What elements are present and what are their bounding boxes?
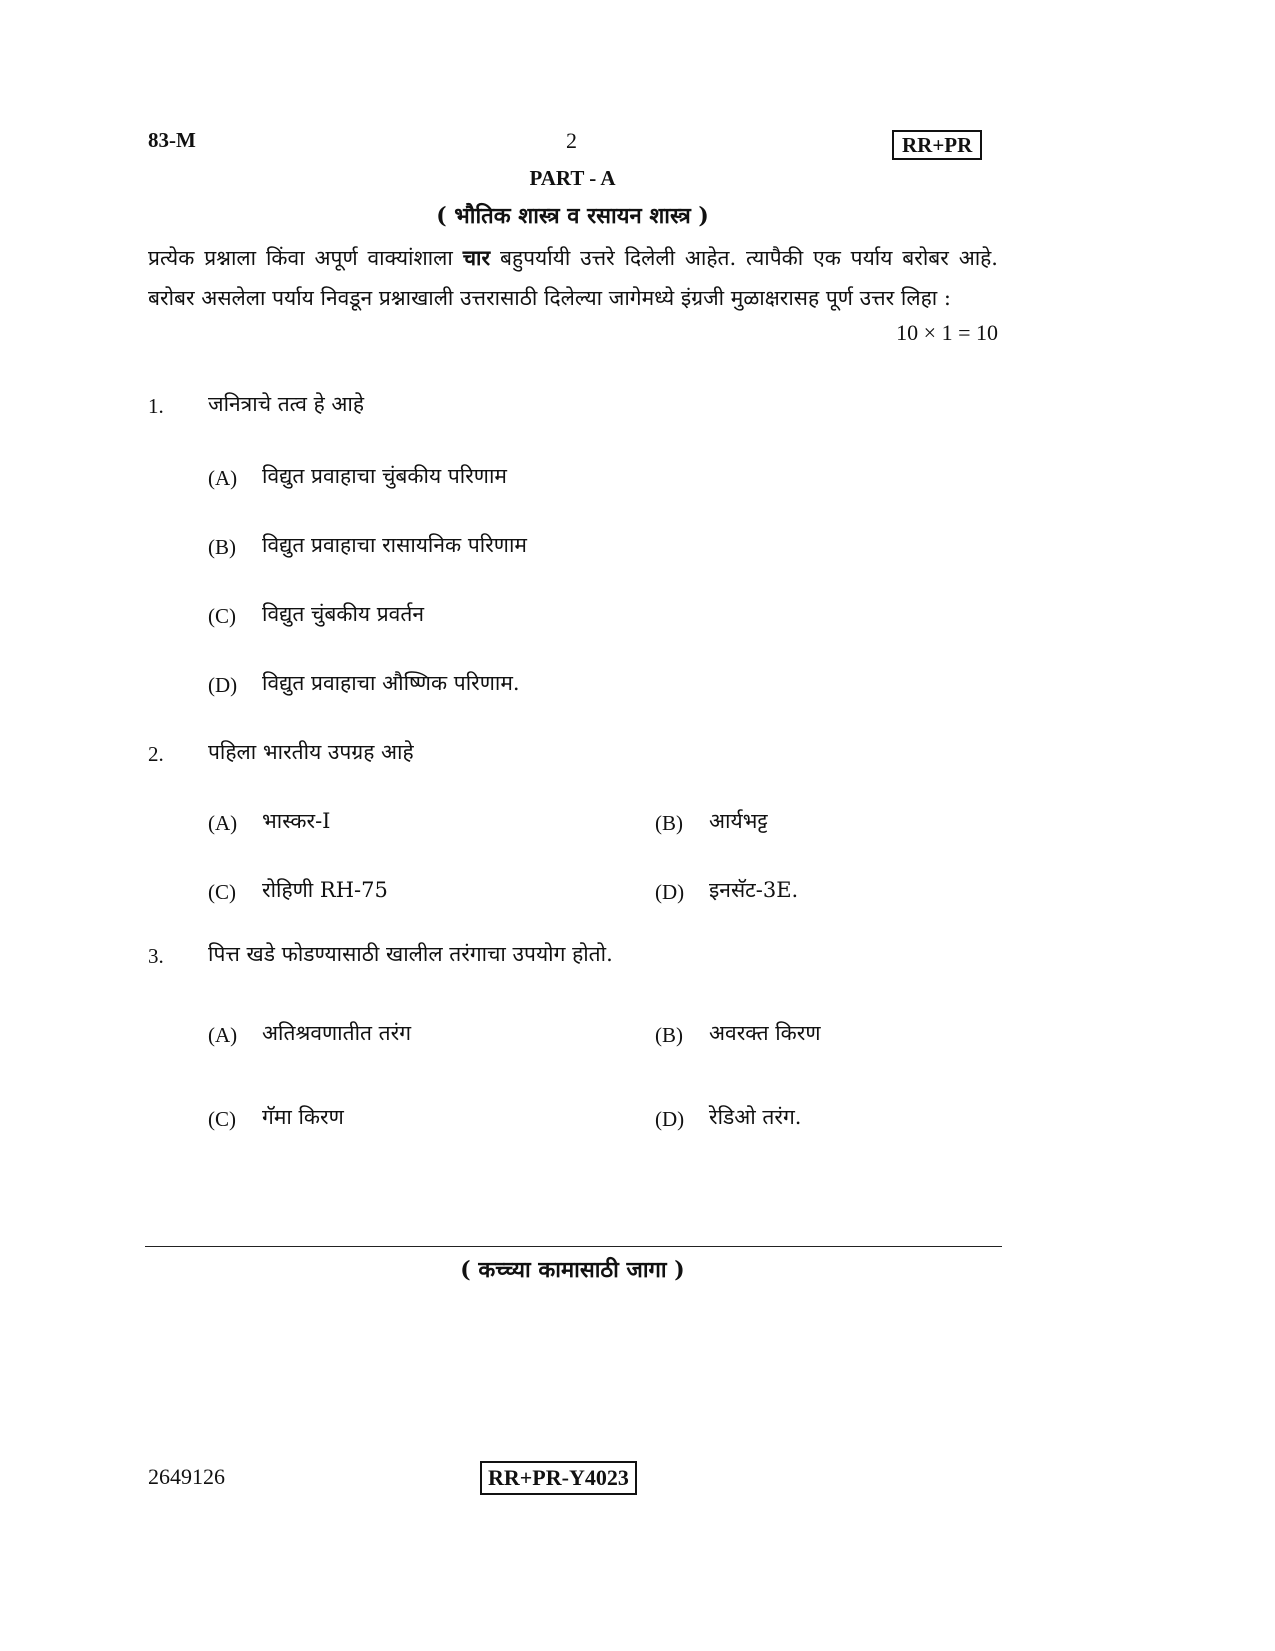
divider-rule — [145, 1246, 1002, 1247]
option-text: अतिश्रवणातीत तरंग — [262, 1021, 412, 1045]
option-label: (B) — [208, 535, 236, 559]
option-label: (C) — [208, 1107, 236, 1131]
option-text: रोहिणी RH-75 — [262, 878, 388, 902]
instructions-text-before: प्रत्येक प्रश्नाला किंवा अपूर्ण वाक्यांशाला — [148, 246, 453, 270]
option-text: गॅमा किरण — [262, 1105, 344, 1129]
option-text: विद्युत चुंबकीय प्रवर्तन — [262, 602, 424, 626]
question-number: 1. — [148, 394, 164, 418]
option-label: (D) — [655, 1107, 685, 1131]
option-label: (B) — [655, 1023, 683, 1047]
page-number: 2 — [566, 128, 577, 153]
instructions-bold-word: चार — [462, 245, 491, 270]
option-label: (A) — [208, 466, 238, 490]
serial-number: 2649126 — [148, 1464, 225, 1489]
option-label: (C) — [208, 880, 236, 904]
option-text: अवरक्त किरण — [709, 1021, 821, 1045]
footer-code-box: RR+PR-Y4023 — [480, 1461, 637, 1495]
instructions — [148, 238, 998, 318]
option-text: भास्कर-I — [262, 809, 331, 833]
part-subtitle: ( भौतिक शास्त्र व रसायन शास्त्र ) — [436, 203, 709, 229]
instructions-text-after: बहुपर्यायी उत्तरे दिलेली आहेत. त्यापैकी एक पर्याय बरोबर आहे. बरोबर असलेला पर्याय निवडून प्रश्नाखाली उत्तरासाठी दिलेल्या जागेमध्ये इंग्रजी मुळाक्षरासह पूर्ण उत्तर लिहा : — [148, 246, 998, 310]
option-text: रेडिओ तरंग. — [709, 1105, 802, 1129]
paper-code: 83-M — [148, 128, 196, 152]
option-text: इनसॅट-3E. — [709, 878, 799, 902]
option-label: (A) — [208, 811, 238, 835]
option-label: (D) — [655, 880, 685, 904]
option-label: (B) — [655, 811, 683, 835]
option-text: आर्यभट्ट — [709, 809, 768, 833]
question-number: 3. — [148, 944, 164, 968]
option-text: विद्युत प्रवाहाचा औष्णिक परिणाम. — [262, 671, 520, 695]
part-title: PART - A — [529, 166, 616, 190]
marks-scheme: 10 × 1 = 10 — [896, 320, 998, 345]
question-text: पित्त खडे फोडण्यासाठी खालील तरंगाचा उपयोग होतो. — [208, 942, 613, 966]
question-text: जनित्राचे तत्व हे आहे — [208, 392, 365, 416]
stream-box: RR+PR — [892, 130, 982, 160]
option-text: विद्युत प्रवाहाचा चुंबकीय परिणाम — [262, 464, 507, 488]
question-text: पहिला भारतीय उपग्रह आहे — [208, 740, 414, 764]
option-label: (A) — [208, 1023, 238, 1047]
option-label: (C) — [208, 604, 236, 628]
rough-work-label: ( कच्च्या कामासाठी जागा ) — [460, 1257, 685, 1283]
option-label: (D) — [208, 673, 238, 697]
question-number: 2. — [148, 742, 164, 766]
option-text: विद्युत प्रवाहाचा रासायनिक परिणाम — [262, 533, 527, 557]
